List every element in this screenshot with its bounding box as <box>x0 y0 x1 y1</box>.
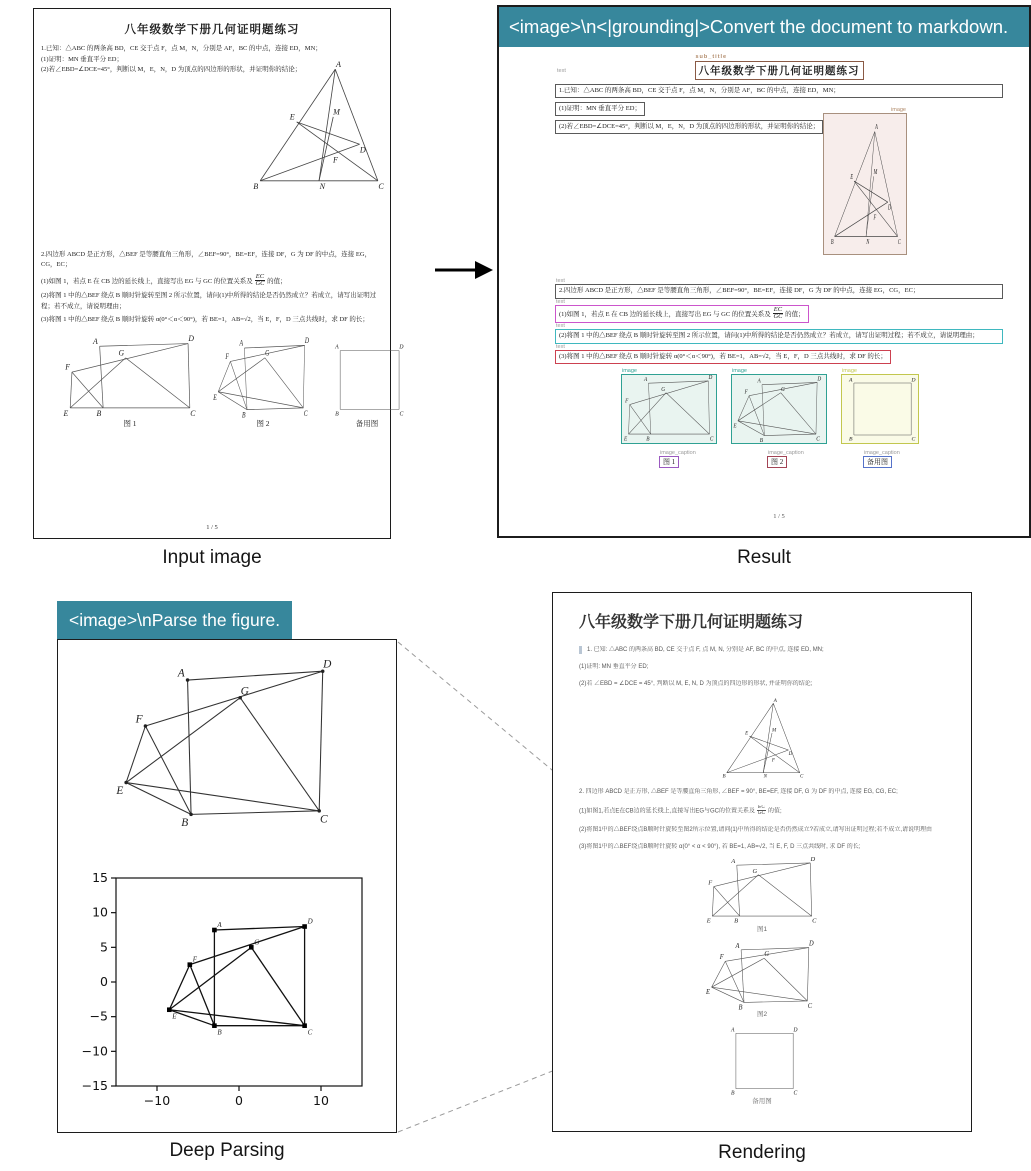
svg-text:D: D <box>359 145 366 155</box>
flow-arrow <box>432 256 494 289</box>
svg-text:A: A <box>731 1026 735 1034</box>
svg-text:C: C <box>897 237 901 246</box>
result-panel <box>497 5 1031 538</box>
result-spare-caption-box <box>863 450 900 468</box>
problem2-line2-tail: 的值； <box>267 277 287 285</box>
rendered-fraction-numerator: EC <box>758 805 765 810</box>
result-figure1-image-box <box>621 368 717 444</box>
svg-text:−10: −10 <box>81 1043 108 1059</box>
figure1-diagram <box>63 333 196 418</box>
doc-title: 八年级数学下册几何证明题练习 <box>124 24 300 36</box>
svg-text:A: A <box>735 942 740 950</box>
svg-text:D: D <box>708 374 713 382</box>
rendered-document <box>553 593 971 1131</box>
rendered-figure2-diagram <box>706 939 816 1011</box>
svg-text:C: C <box>307 1028 313 1037</box>
parsed-coordinate-plot <box>64 866 390 1124</box>
result-fraction-denominator: GC <box>773 313 783 321</box>
text-tag: text <box>557 68 566 74</box>
svg-text:A: A <box>92 336 98 346</box>
svg-text:B: B <box>731 1090 735 1097</box>
svg-text:B: B <box>738 1003 743 1011</box>
rendered-fraction-denominator: GC <box>757 810 766 817</box>
svg-text:C: C <box>303 408 308 418</box>
svg-text:B: B <box>734 917 739 925</box>
result-p2-line4: (3)将图 1 中的△BEF 绕点 B 顺时针旋转 α(0°＜α＜90°)，若 BE=1，AB=√2，当 E，F，D 三点共线时，求 DF 的长； <box>559 352 887 360</box>
svg-text:E: E <box>706 917 711 925</box>
rendered-p2-line2-text: (1)如图1,若点E在CB边的延长线上,直接写出EG与GC的位置关系及 <box>579 808 756 815</box>
svg-text:B: B <box>849 436 853 443</box>
fraction-ec-gc <box>255 274 265 289</box>
svg-text:D: D <box>810 855 816 863</box>
fraction-denominator: GC <box>255 280 265 288</box>
svg-text:C: C <box>911 436 916 443</box>
svg-text:C: C <box>709 436 714 444</box>
svg-text:A: A <box>643 376 648 384</box>
image-caption-tag: image_caption <box>768 450 804 457</box>
svg-text:A: A <box>875 123 878 132</box>
svg-text:D: D <box>911 377 916 384</box>
svg-text:B: B <box>181 816 189 829</box>
svg-text:D: D <box>399 344 404 351</box>
image-tag: image <box>732 368 747 375</box>
input-image-panel <box>33 8 404 539</box>
grounding-prompt-bar: <image>\n<|grounding|>Convert the document to markdown. <box>499 7 1029 47</box>
deep-parsing-panel <box>57 639 397 1133</box>
svg-text:D: D <box>788 752 793 758</box>
rendered-figure1-caption: 图1 <box>756 925 768 933</box>
svg-text:G: G <box>764 950 770 958</box>
result-figure1-caption: 图 1 <box>663 458 676 467</box>
text-tag: text <box>556 298 565 305</box>
svg-text:D: D <box>887 203 892 213</box>
text-tag: text <box>556 278 565 284</box>
input-document-page <box>34 9 404 538</box>
svg-text:G: G <box>780 386 785 394</box>
svg-text:F: F <box>744 389 748 397</box>
parse-prompt-label: <image>\nParse the figure. <box>57 601 292 639</box>
rendered-spare-diagram <box>727 1026 798 1097</box>
svg-text:M: M <box>771 728 777 734</box>
quote-bar <box>579 646 582 654</box>
svg-text:C: C <box>319 813 328 826</box>
svg-text:C: C <box>793 1090 798 1097</box>
problem2-block <box>41 250 383 326</box>
result-p2-line2-box <box>555 298 809 324</box>
svg-text:A: A <box>757 378 761 385</box>
rendered-p1-line3: (2)若 ∠EBD = ∠DCE = 45°, 判断以 M, E, N, D 为顶点的四边形的形状, 并证明你的结论; <box>579 681 813 687</box>
result-spare-figure-image-box <box>841 368 919 444</box>
svg-text:C: C <box>807 1002 813 1010</box>
result-p1-line1-box: 1.已知：△ABC 的两条高 BD，CE 交于点 F，点 M，N，分别是 AF，BC 的中点，连接 ED，MN； <box>555 84 1003 98</box>
result-figure1-diagram <box>624 374 714 444</box>
result-title-row <box>555 54 1003 80</box>
svg-text:F: F <box>873 213 877 222</box>
problem1-line2: (1)证明：MN 垂直平分 ED； <box>41 55 123 63</box>
result-figure2-caption-box <box>767 450 804 468</box>
svg-text:M: M <box>873 167 878 177</box>
result-problem2-block <box>555 278 1003 364</box>
svg-text:D: D <box>793 1026 798 1034</box>
svg-text:B: B <box>96 408 102 418</box>
rendered-figure2-caption: 图2 <box>756 1010 768 1018</box>
rendered-spare-caption: 备用图 <box>752 1097 772 1105</box>
svg-text:B: B <box>335 411 339 418</box>
result-spare-figure-diagram <box>845 377 916 443</box>
svg-text:F: F <box>65 362 71 372</box>
svg-text:F: F <box>771 758 775 764</box>
sub-title-tag: sub_title <box>695 54 728 60</box>
svg-text:F: F <box>225 351 229 361</box>
result-p2-line3: (2)将图 1 中的△BEF 绕点 B 顺时针旋转至图 2 所示位置，请问(1)中所得的结论是否仍然成立？若成立，请写出证明过程；若不成立，请说明理由； <box>559 332 979 340</box>
result-page-number: 1 / 5 <box>773 513 785 520</box>
arrow-right-icon <box>432 256 494 284</box>
rendering-caption: Rendering <box>718 1142 806 1163</box>
svg-text:15: 15 <box>92 870 108 885</box>
svg-text:A: A <box>239 338 244 348</box>
svg-text:A: A <box>335 344 339 351</box>
rendered-p2-line2 <box>579 805 945 817</box>
svg-text:G: G <box>661 386 666 394</box>
svg-text:E: E <box>63 408 69 418</box>
svg-text:N: N <box>866 237 870 246</box>
figures-row <box>63 333 404 429</box>
svg-text:0: 0 <box>235 1093 243 1108</box>
figure2-caption: 图 2 <box>256 418 270 428</box>
result-figure2-diagram <box>733 376 823 445</box>
result-p2-line1: 2.四边形 ABCD 是正方形，△BEF 是等腰直角三角形，∠BEF=90°，BE=EF，连接 DF，G 为 DF 的中点，连接 EG，CG，EC； <box>559 287 920 294</box>
svg-text:A: A <box>217 921 222 929</box>
svg-text:F: F <box>135 713 143 726</box>
svg-text:5: 5 <box>100 939 108 955</box>
result-caption-row <box>555 450 1003 470</box>
spare-figure-caption: 备用图 <box>355 418 379 428</box>
svg-text:E: E <box>733 423 737 430</box>
svg-text:−15: −15 <box>81 1078 108 1093</box>
svg-text:A: A <box>731 857 736 865</box>
rendered-p1-line2: (1)证明: MN 垂直平分 ED; <box>579 664 649 670</box>
spare-figure-cell <box>331 345 403 429</box>
problem2-line2-text: (1)如图 1，若点 E 在 CB 边的延长线上，直接写出 EG 与 GC 的位置关系及 <box>41 277 253 285</box>
problem2-line4: (3)将图 1 中的△BEF 绕点 B 顺时针旋转 α(0°＜α＜90°)，若 BE=1，AB=√2，当 E，F，D 三点共线时，求 DF 的长； <box>41 316 369 324</box>
svg-text:B: B <box>646 436 650 444</box>
rendered-p2-line4: (3)将图1中的△BEF绕点B顺时针旋转 α(0° < α < 90°), 若 BE=1, AB=√2, 当 E, F, D 三点共线时, 求 DF 的长; <box>579 843 861 850</box>
image-caption-tag: image_caption <box>660 450 696 457</box>
image-caption-tag: image_caption <box>864 450 900 457</box>
result-p2-line4-box <box>555 343 891 365</box>
svg-text:E: E <box>706 988 711 996</box>
result-p2-line3-box <box>555 323 1003 344</box>
rendered-p1-line1: 1. 已知: △ABC 的两条高 BD, CE 交于点 F, 点 M, N, 分别是 AF, BC 的中点, 连接 ED, MN; <box>587 647 824 653</box>
svg-text:E: E <box>289 112 295 122</box>
problem1-line3: (2)若∠EBD=∠DCE=45°，判断以 M，E，N，D 为顶点的四边形的形状，并证明你的结论； <box>41 66 302 73</box>
rendered-figure1-diagram <box>706 855 817 925</box>
image-tag: image <box>622 368 637 375</box>
parsed-geometry-figure <box>84 650 378 840</box>
problem2-line1: 2.四边形 ABCD 是正方形，△BEF 是等腰直角三角形，∠BEF=90°，BE=EF，连接 DF，G 为 DF 的中点，连接 EG，CG，EC； <box>41 250 372 268</box>
result-panel-caption: Result <box>737 547 791 568</box>
result-document-page <box>555 55 1003 530</box>
svg-text:D: D <box>323 658 332 671</box>
svg-text:C: C <box>816 436 820 444</box>
svg-text:E: E <box>172 1012 177 1021</box>
rendered-fraction-ec-gc <box>757 805 766 817</box>
result-title-box <box>695 54 864 80</box>
svg-text:10: 10 <box>92 904 108 920</box>
svg-text:F: F <box>625 398 629 405</box>
svg-text:G: G <box>240 685 249 698</box>
result-p2-line2-tail: 的值； <box>785 310 805 318</box>
problem2-line3: (2)将图 1 中的△BEF 绕点 B 顺时针旋转至图 2 所示位置，请问(1)中所得的结论是否仍然成立？若成立，请写出证明过程；若不成立，请说明理由； <box>41 292 377 310</box>
svg-text:N: N <box>319 181 325 191</box>
fraction-numerator: EC <box>255 272 265 280</box>
svg-text:A: A <box>849 377 853 384</box>
svg-text:B: B <box>722 774 726 780</box>
svg-text:A: A <box>773 698 777 704</box>
result-p1-line3-box: (2)若∠EBD=∠DCE=45°，判断以 M，E，N，D 为顶点的四边形的形状，并证明你的结论； <box>555 120 823 134</box>
result-fraction-numerator: EC <box>773 305 783 313</box>
rendering-panel <box>552 592 972 1132</box>
rendered-p2-line1: 2. 四边形 ABCD 是正方形, △BEF 是等腰直角三角形, ∠BEF = 90°, BE=EF, 连接 DF, G 为 DF 的中点, 连接 EG, CG, EC; <box>579 789 898 795</box>
svg-text:A: A <box>177 667 185 680</box>
svg-text:D: D <box>809 939 814 948</box>
result-triangle-figure <box>827 122 903 246</box>
svg-text:F: F <box>192 955 198 964</box>
result-figure2-caption: 图 2 <box>771 458 784 467</box>
svg-text:10: 10 <box>313 1093 329 1108</box>
svg-text:E: E <box>745 731 749 737</box>
svg-text:G: G <box>265 348 270 358</box>
figure1-caption: 图 1 <box>123 418 137 428</box>
problem1-line1: 1.已知：△ABC 的两条高 BD，CE 交于点 F，点 M，N，分别是 AF，BC 的中点，连接 ED，MN； <box>41 45 322 52</box>
svg-text:G: G <box>118 347 125 358</box>
result-figures-row <box>621 368 1003 445</box>
page-number: 1 / 5 <box>206 524 218 531</box>
figure2-cell <box>213 335 311 429</box>
svg-text:D: D <box>307 917 313 926</box>
svg-text:C: C <box>399 411 404 418</box>
image-tag: image <box>891 107 906 113</box>
deep-parsing-caption: Deep Parsing <box>169 1140 285 1161</box>
svg-text:F: F <box>332 155 338 165</box>
svg-text:E: E <box>213 392 217 402</box>
svg-text:B: B <box>253 181 259 191</box>
svg-text:B: B <box>759 437 764 445</box>
rendered-p2-line3: (2)将图1中的△BEF绕点B顺时针旋转至图2所示位置,请问(1)中所得的结论是否仍然成立?若成立,请写出证明过程;若不成立,请说明理由 <box>579 826 933 833</box>
svg-text:E: E <box>116 785 124 798</box>
result-figure1-caption-box <box>659 450 696 468</box>
result-p2-line1-box <box>555 278 1003 299</box>
svg-text:B: B <box>242 410 246 420</box>
svg-text:−5: −5 <box>89 1008 108 1024</box>
figure1-cell <box>63 333 196 429</box>
rendered-p1-quote <box>579 646 945 654</box>
svg-text:N: N <box>763 774 767 780</box>
result-spare-caption: 备用图 <box>867 458 888 467</box>
svg-text:D: D <box>817 376 822 383</box>
svg-text:M: M <box>333 107 340 117</box>
svg-text:G: G <box>752 867 758 875</box>
result-doc-title: 八年级数学下册几何证明题练习 <box>698 66 860 77</box>
svg-text:−10: −10 <box>143 1093 171 1108</box>
rendered-title: 八年级数学下册几何证明题练习 <box>579 614 804 631</box>
svg-text:0: 0 <box>100 974 108 989</box>
svg-text:A: A <box>336 59 341 69</box>
text-tag: text <box>556 343 565 350</box>
svg-text:G: G <box>254 938 260 947</box>
svg-text:C: C <box>800 774 804 780</box>
svg-text:C: C <box>190 408 196 418</box>
svg-text:B: B <box>830 237 834 246</box>
result-triangle-image-box <box>823 107 907 255</box>
result-p1-line2-box: (1)证明：MN 垂直平分 ED； <box>555 102 645 116</box>
problem2-line2 <box>41 274 383 289</box>
svg-text:E: E <box>850 172 854 182</box>
result-figure2-image-box <box>731 368 827 445</box>
figure2-diagram <box>213 335 311 420</box>
svg-text:D: D <box>304 335 309 345</box>
image-tag: image <box>842 368 857 375</box>
rendered-triangle-figure <box>718 697 806 779</box>
svg-text:C: C <box>378 181 384 191</box>
rendered-p2-line2-tail: 的值; <box>767 808 782 815</box>
svg-text:E: E <box>624 436 628 444</box>
svg-text:C: C <box>812 917 817 925</box>
svg-text:F: F <box>708 879 713 887</box>
svg-text:B: B <box>217 1028 222 1037</box>
svg-text:F: F <box>719 953 724 961</box>
result-p2-line2-text: (1)如图 1，若点 E 在 CB 边的延长线上，直接写出 EG 与 GC 的位置关系及 <box>559 310 771 318</box>
input-panel-caption: Input image <box>162 547 262 568</box>
text-tag: text <box>556 323 565 330</box>
triangle-figure <box>246 59 388 191</box>
svg-text:D: D <box>188 333 195 343</box>
spare-figure-diagram <box>331 344 404 418</box>
result-fraction-ec-gc <box>773 307 783 322</box>
